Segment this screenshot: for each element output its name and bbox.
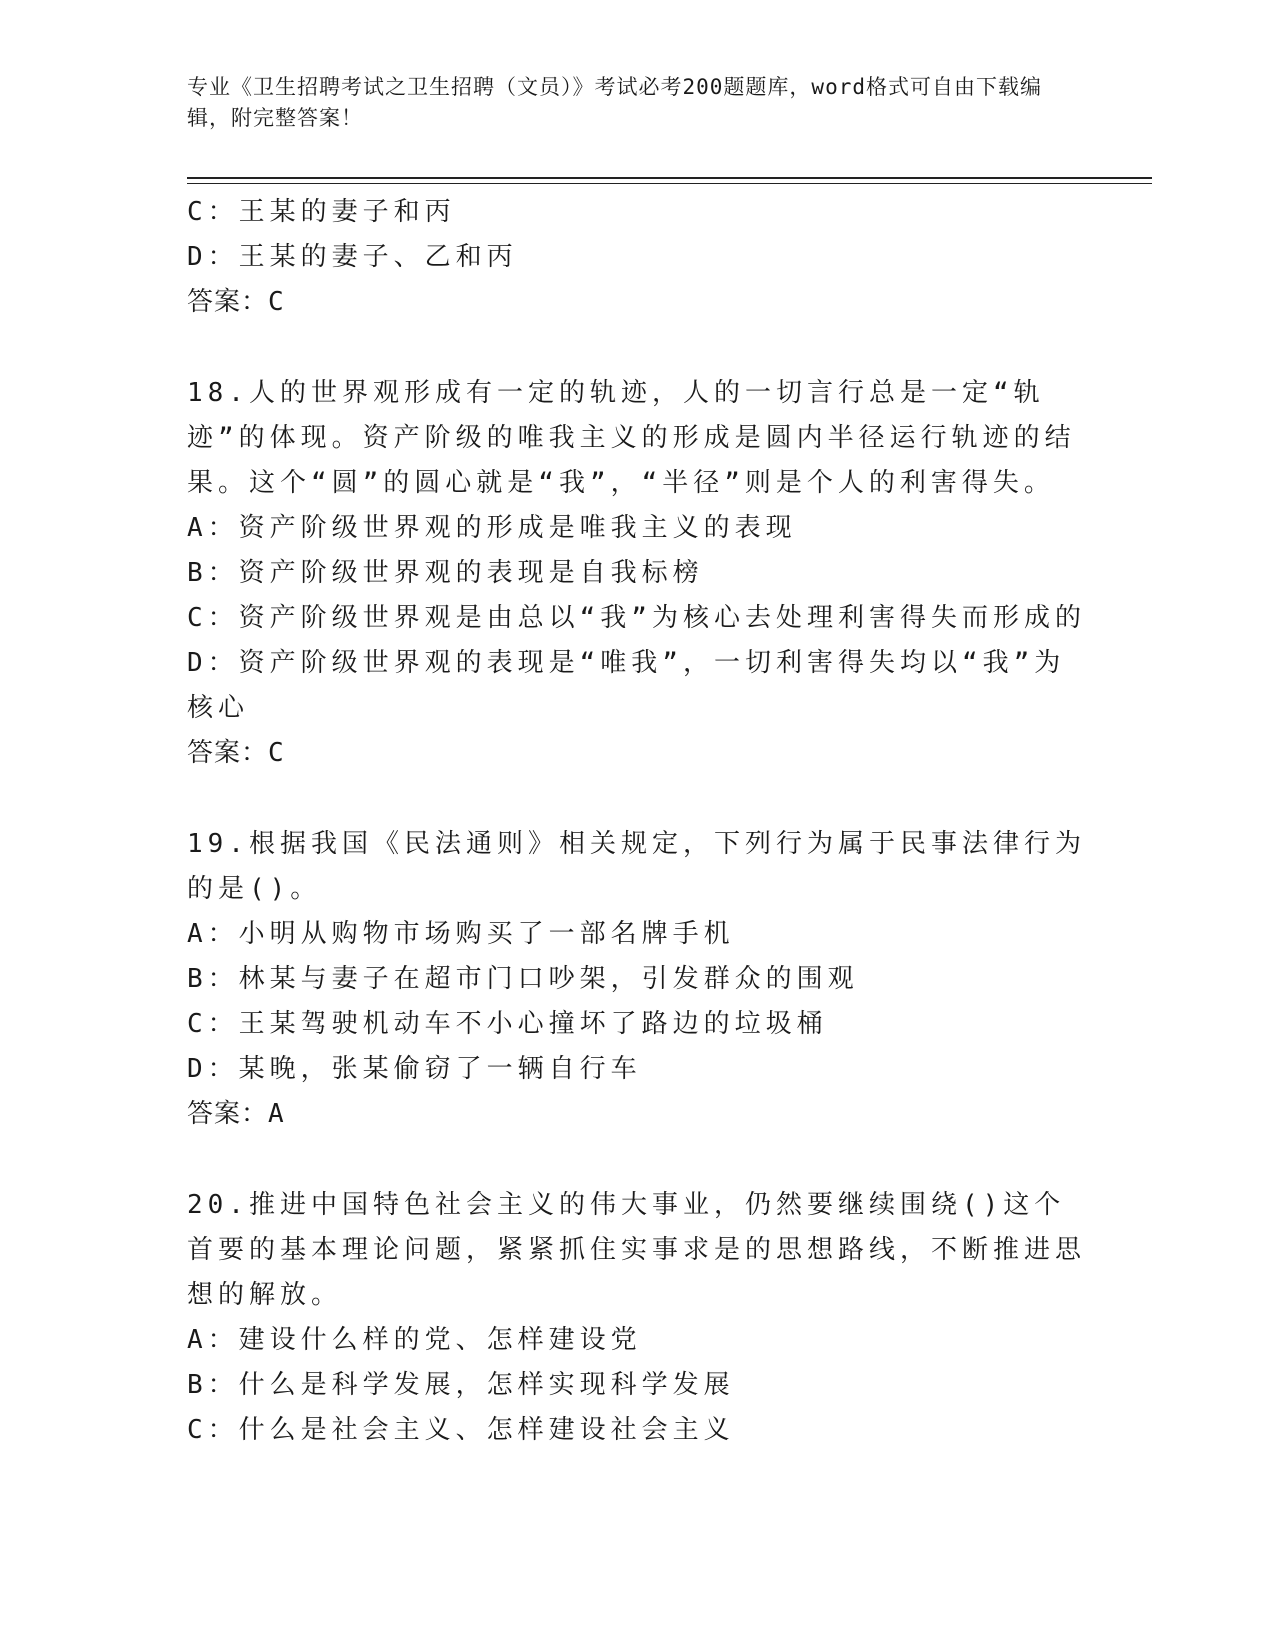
question-20 — [187, 1183, 1087, 1453]
answer: 答案：A — [187, 1099, 285, 1129]
question-text: 18.人的世界观形成有一定的轨迹，人的一切言行总是一定“轨迹”的体现。资产阶级的唯我主义的形成是圆内半径运行轨迹的结果。这个“圆”的圆心就是“我”，“半径”则是个人的利害得失。 — [187, 378, 1076, 498]
header-rule-thin — [187, 183, 1152, 184]
question-text: 19.根据我国《民法通则》相关规定，下列行为属于民事法律行为的是()。 — [187, 829, 1086, 904]
question-list — [187, 190, 1087, 1453]
option-b: B：林某与妻子在超市门口吵架，引发群众的围观 — [187, 964, 859, 994]
option-b: B：资产阶级世界观的表现是自我标榜 — [187, 558, 704, 588]
question-text: 20.推进中国特色社会主义的伟大事业，仍然要继续围绕()这个首要的基本理论问题，紧紧抓住实事求是的思想路线，不断推进思想的解放。 — [187, 1190, 1087, 1310]
header-rule-thick — [187, 177, 1152, 179]
option-c: C：王某驾驶机动车不小心撞坏了路边的垃圾桶 — [187, 1009, 828, 1039]
document-header: 专业《卫生招聘考试之卫生招聘（文员）》考试必考200题题库，word格式可自由下载编辑，附完整答案！ — [187, 75, 1042, 130]
option-d: D：某晚，张某偷窃了一辆自行车 — [187, 1054, 642, 1084]
question-18 — [187, 371, 1087, 776]
question-19 — [187, 822, 1087, 1137]
option-c: C：资产阶级世界观是由总以“我”为核心去处理利害得失而形成的 — [187, 603, 1086, 633]
option-a: A：小明从购物市场购买了一部名牌手机 — [187, 919, 735, 949]
option-a: A：资产阶级世界观的形成是唯我主义的表现 — [187, 513, 797, 543]
question-17-tail — [187, 190, 1087, 325]
option-d: D：王某的妻子、乙和丙 — [187, 242, 518, 272]
option-a: A：建设什么样的党、怎样建设党 — [187, 1325, 642, 1355]
option-c: C：王某的妻子和丙 — [187, 197, 456, 227]
answer: 答案：C — [187, 738, 285, 768]
option-b: B：什么是科学发展，怎样实现科学发展 — [187, 1370, 735, 1400]
option-c: C：什么是社会主义、怎样建设社会主义 — [187, 1415, 735, 1445]
answer: 答案：C — [187, 287, 285, 317]
option-d: D：资产阶级世界观的表现是“唯我”，一切利害得失均以“我”为核心 — [187, 648, 1066, 723]
